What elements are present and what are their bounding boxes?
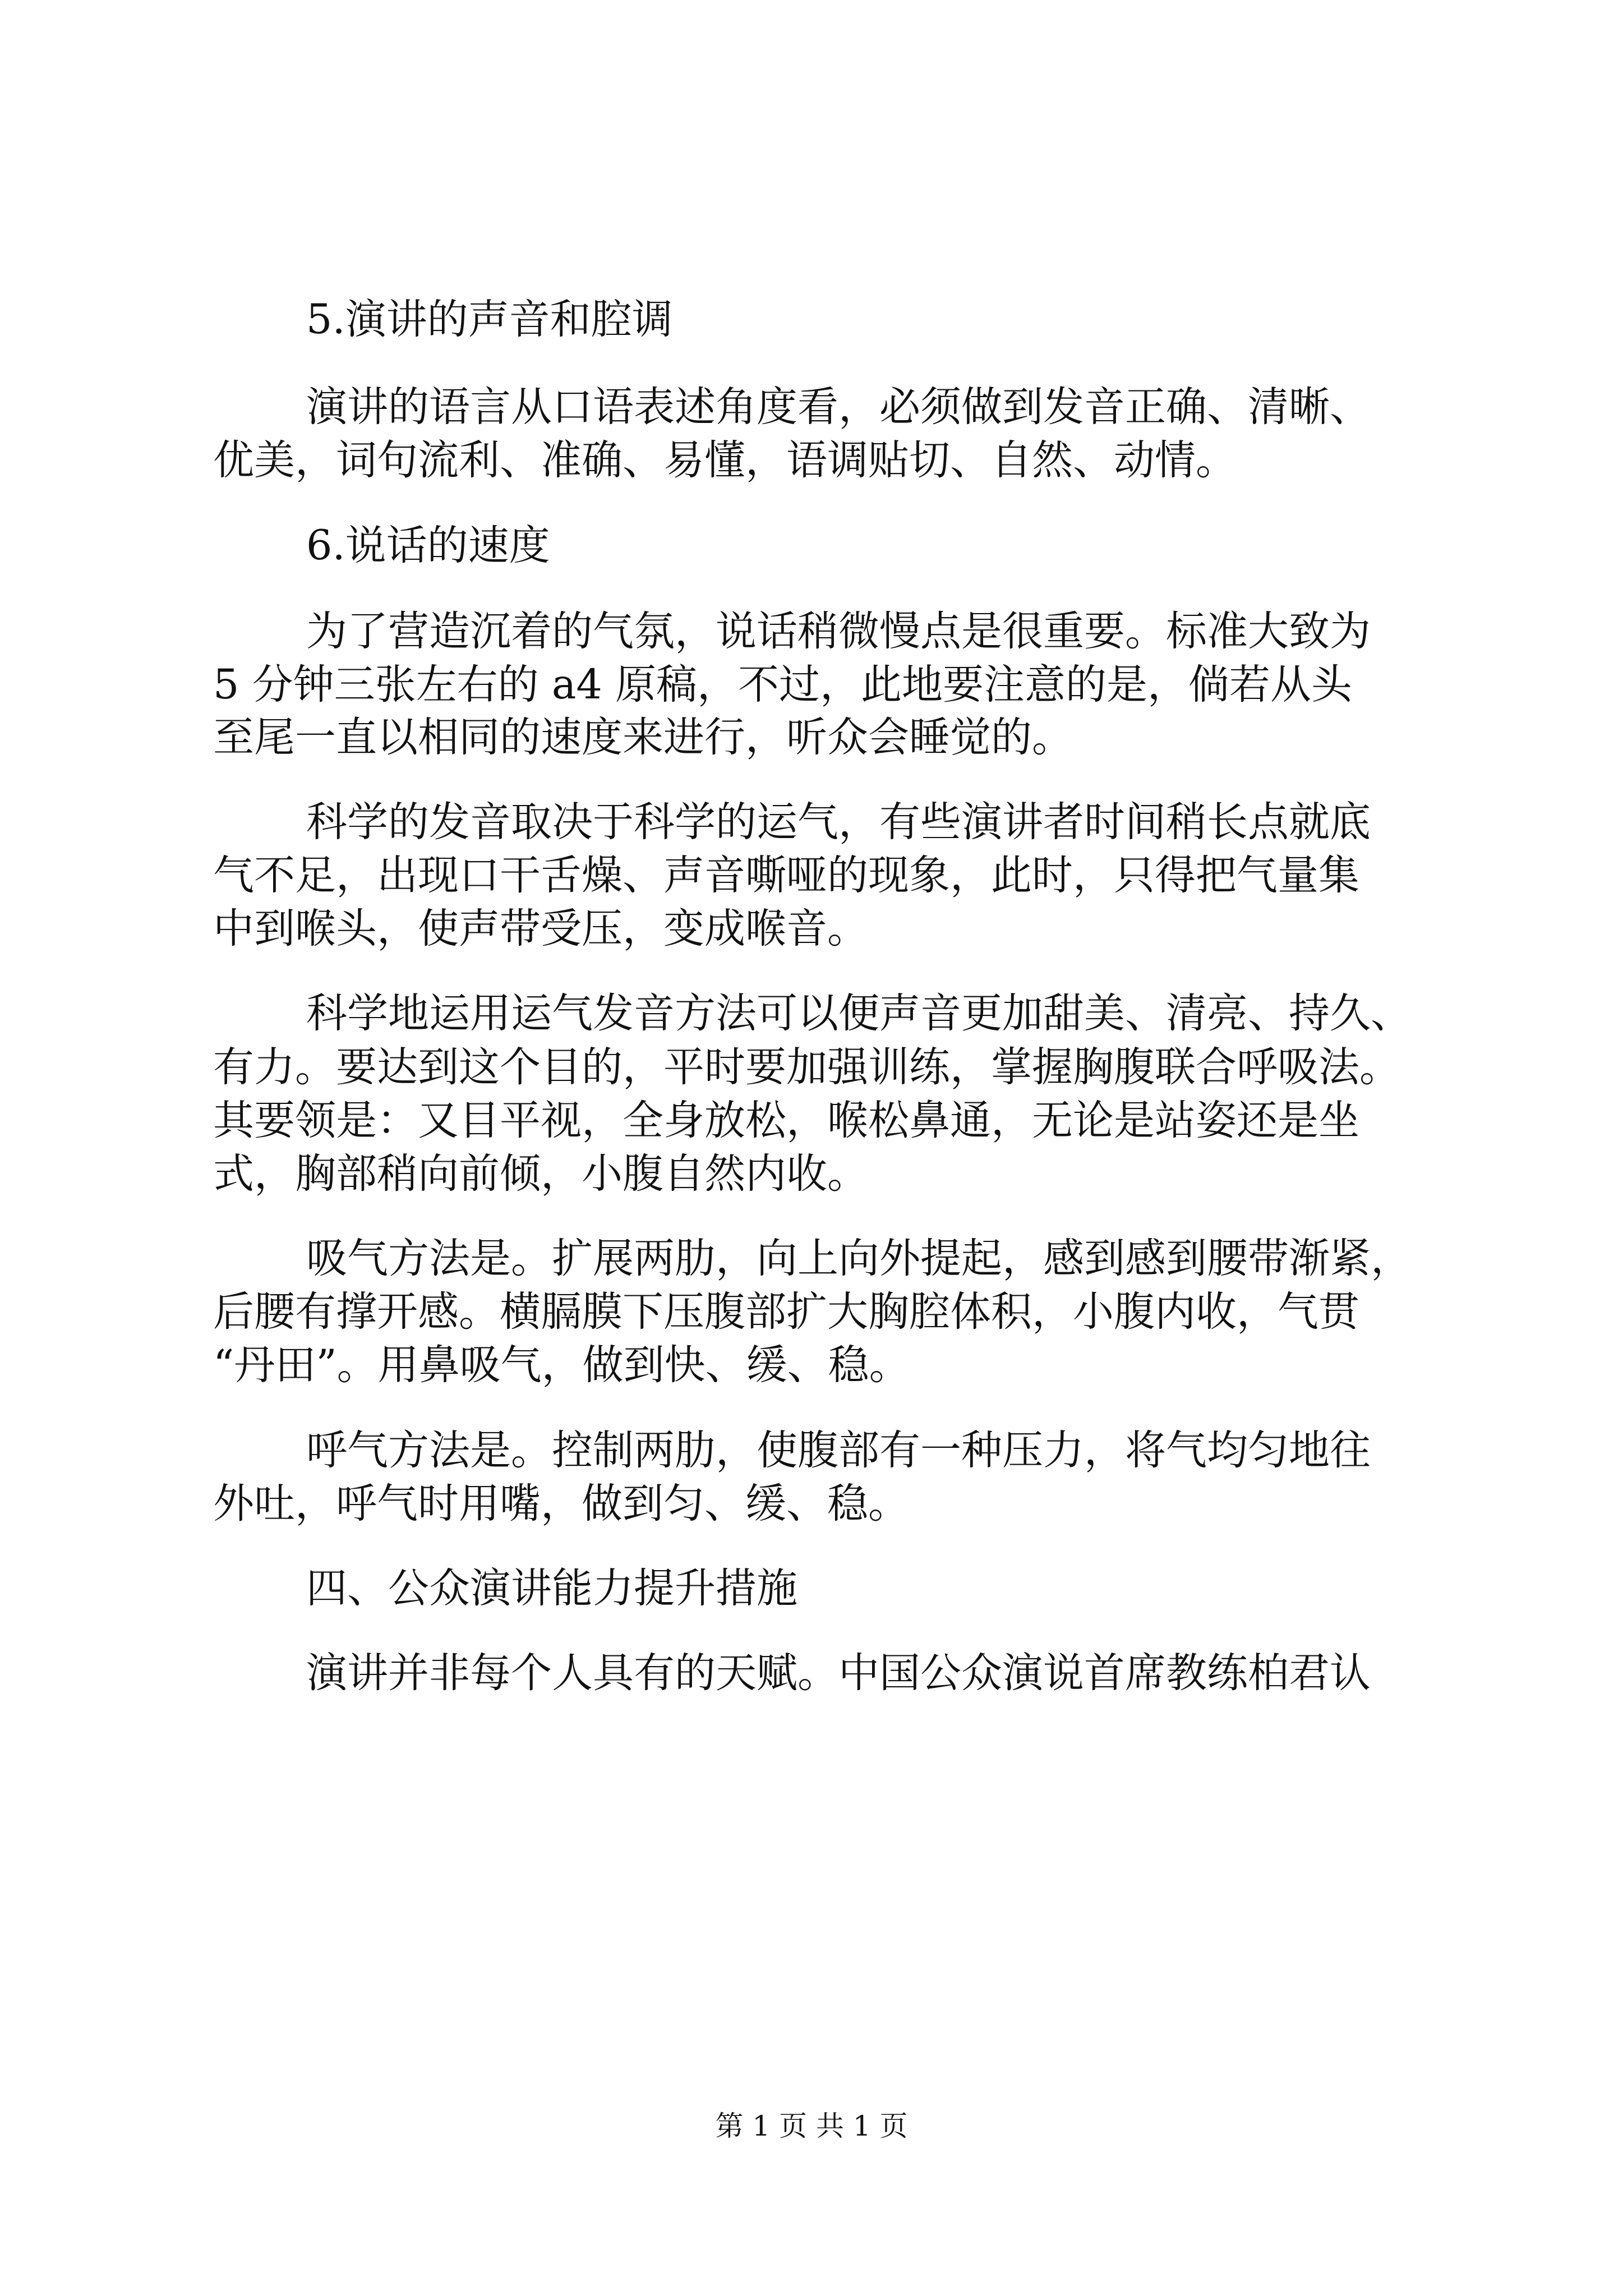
- body-line: 外吐，呼气时用嘴，做到匀、缓、稳。: [213, 1480, 909, 1527]
- body-line: 演讲的语言从口语表述角度看，必须做到发音正确、清晰、: [306, 383, 1371, 431]
- body-line: 吸气方法是。扩展两肋，向上向外提起，感到感到腰带渐紧，: [306, 1235, 1412, 1282]
- body-line: 为了营造沉着的气氛，说话稍微慢点是很重要。标准大致为: [306, 608, 1371, 655]
- body-line: 至尾一直以相同的速度来进行，听众会睡觉的。: [213, 714, 1073, 761]
- body-line: 6.说话的速度: [306, 522, 550, 569]
- body-line: 有力。要达到这个目的，平时要加强训练，掌握胸腹联合呼吸法。: [213, 1043, 1400, 1091]
- body-line: 式，胸部稍向前倾，小腹自然内收。: [213, 1150, 868, 1198]
- body-line: 科学的发音取决于科学的运气，有些演讲者时间稍长点就底: [306, 798, 1371, 846]
- body-line: 四、公众演讲能力提升措施: [306, 1565, 797, 1612]
- page-footer: 第 1 页 共 1 页: [715, 2110, 908, 2142]
- body-line: 5.演讲的声音和腔调: [306, 296, 673, 343]
- body-line: 中到喉头，使声带受压，变成喉音。: [213, 905, 868, 953]
- body-line: “丹田”。用鼻吸气，做到快、缓、稳。: [213, 1341, 910, 1389]
- body-line: 气不足，出现口干舌燥、声音嘶哑的现象，此时，只得把气量集: [213, 852, 1359, 899]
- body-line: 5 分钟三张左右的 a4 原稿，不过，此地要注意的是，倘若从头: [213, 661, 1353, 708]
- body-line: 优美，词句流利、准确、易懂，语调贴切、自然、动情。: [213, 436, 1237, 484]
- body-line: 后腰有撑开感。横膈膜下压腹部扩大胸腔体积，小腹内收，气贯: [213, 1288, 1359, 1336]
- body-line: 科学地运用运气发音方法可以便声音更加甜美、清亮、持久、: [306, 990, 1412, 1037]
- body-line: 呼气方法是。控制两肋，使腹部有一种压力，将气均匀地往: [306, 1427, 1371, 1474]
- body-line: 其要领是：又目平视，全身放松，喉松鼻通，无论是站姿还是坐: [213, 1097, 1359, 1144]
- body-line: 演讲并非每个人具有的天赋。中国公众演说首席教练柏君认: [306, 1649, 1371, 1697]
